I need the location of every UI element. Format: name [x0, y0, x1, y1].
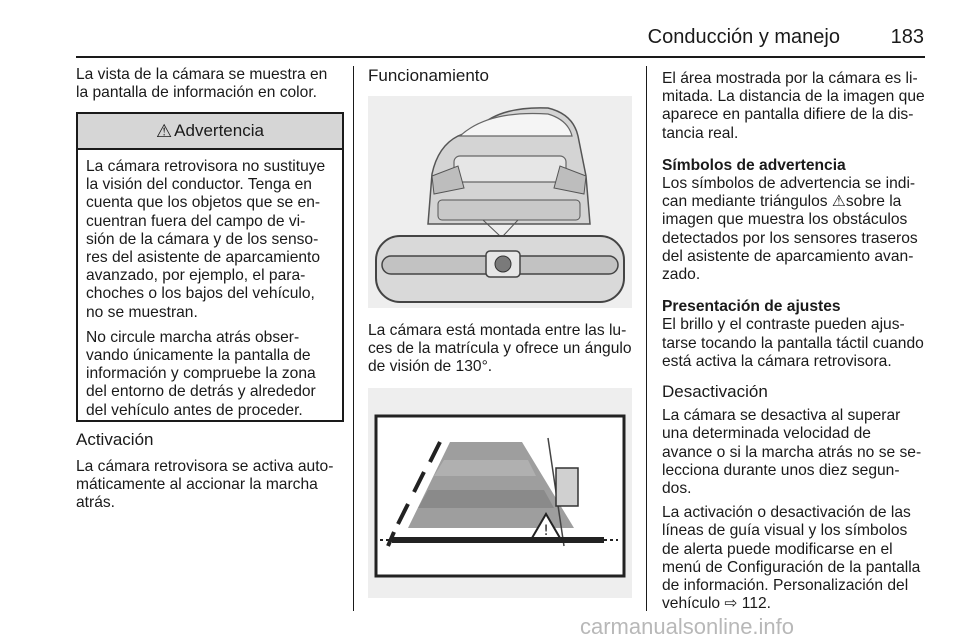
camera-display-illustration [368, 388, 632, 598]
car-rear-illustration-icon [368, 96, 632, 308]
function-heading: Funcionamiento [368, 66, 489, 85]
header-rule [76, 56, 925, 58]
column-3 [662, 70, 926, 613]
settings-heading: Presentación de ajustes [662, 298, 841, 316]
column-divider-2 [646, 66, 647, 611]
warning-body [78, 150, 342, 420]
guide-lines-display-icon [368, 388, 632, 598]
deactivation-heading: Desactivación [662, 382, 768, 402]
watermark: carmanualsonline.info [580, 614, 795, 639]
rear-camera-illustration [368, 96, 632, 308]
activation-heading: Activación [76, 430, 154, 449]
column-1 [76, 66, 344, 102]
warning-box [76, 112, 344, 422]
warning-symbols-heading: Símbolos de advertencia [662, 156, 846, 174]
display-area-text: El área mostrada por la cámara es li- mitada. La distancia de la imagen que aparece en pantalla difiere de la dis- tancia real. [662, 70, 925, 142]
warning-paragraph-2: No circule marcha atrás obser- vando únicamente la pantalla de información y compruebe la zona del entorno de detrás y alrededor del vehículo antes de proceder. [86, 328, 316, 419]
page-reference-link[interactable]: vehículo ⇨ 112. [662, 595, 772, 613]
activation-text: La cámara retrovisora se activa auto- máticamente al accionar la marcha atrás. [76, 458, 334, 512]
warning-symbols-text: Los símbolos de advertencia se indi- can mediante triángulos ⚠sobre la imagen que muestra los obstáculos detectados por los sensores traseros del asistente de aparcamiento avan- zado. [662, 175, 918, 284]
deactivation-text-1: La cámara se desactiva al superar una determinada velocidad de avance o si la marcha atrás no se se- lecciona durante unos diez segun- dos. [662, 407, 922, 498]
intro-text: La vista de la cámara se muestra en la pantalla de información en color. [76, 66, 328, 102]
deactivation-text-2: La activación o desactivación de las líneas de guía visual y los símbolos de alerta puede modificarse en el menú de Configuración de la pantalla de información. Personalización del vehículo ⇨ 112. [662, 504, 921, 613]
column-divider-1 [353, 66, 354, 611]
settings-text: El brillo y el contraste pueden ajus- tarse tocando la pantalla táctil cuando está activa la cámara retrovisora. [662, 316, 924, 370]
camera-caption: La cámara está montada entre las lu- ces de la matrícula y ofrece un ángulo de visión de 130°. [368, 322, 632, 376]
svg-text:!: ! [543, 523, 549, 539]
warning-triangle-icon: ⚠ [156, 120, 173, 141]
page-number: 183 [890, 26, 924, 48]
warning-paragraph-1: La cámara retrovisora no sustituye la visión del conductor. Tenga en cuenta que los objetos que se en- cuentran fuera del campo de vi- sión de la cámara y de los senso- res del asistente de aparcamiento avanzado, por ejemplo, el para- choches o los bajos del vehículo, no se muestran. [86, 158, 326, 321]
page-header-title: Conducción y manejo [647, 26, 840, 48]
warning-header [78, 114, 342, 150]
warning-heading: Advertencia [174, 121, 264, 140]
